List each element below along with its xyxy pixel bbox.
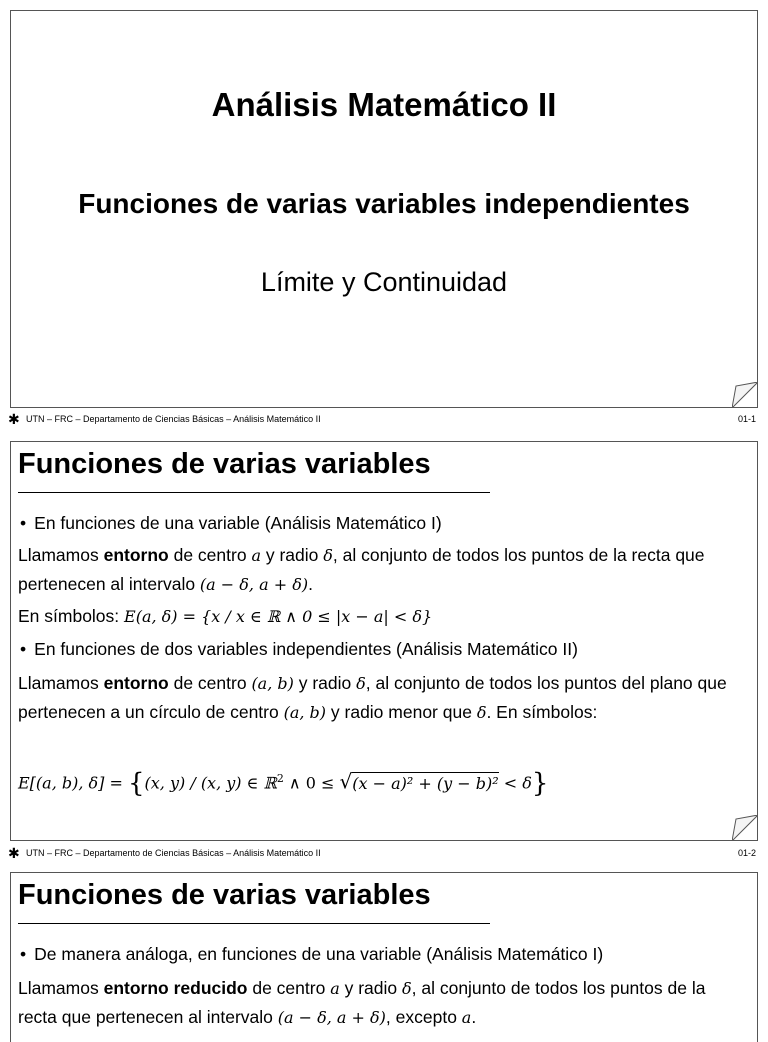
page-number: 01-2	[737, 848, 756, 858]
slide-neighborhood	[10, 441, 758, 841]
slide-title	[10, 10, 758, 408]
heading-underline	[18, 492, 490, 493]
footer-text: UTN – FRC – Departamento de Ciencias Básicas – Análisis Matemático II	[26, 848, 321, 858]
slide-heading: Funciones de varias variables	[18, 879, 431, 911]
definition-two-variables: Llamamos entorno de centro (a, b) y radio δ, al conjunto de todos los puntos del plano que pertenecen a un círculo de centro (a, b) y radio menor que δ. En símbolos:	[18, 673, 727, 722]
course-title: Análisis Matemático II	[211, 86, 557, 123]
slide-heading: Funciones de varias variables	[18, 448, 431, 480]
topic-title: Límite y Continuidad	[260, 267, 508, 297]
utn-star-icon: ✱	[8, 411, 20, 427]
utn-star-icon: ✱	[8, 845, 20, 861]
page-fold-icon	[732, 815, 758, 841]
page-number: 01-1	[737, 414, 756, 424]
page-fold-icon	[732, 382, 758, 408]
bullet-one-variable-analog: • De manera análoga, en funciones de una variable (Análisis Matemático I)	[18, 940, 747, 969]
neighborhood-formula: E[(a, b), δ] = {(x, y) / (x, y) ∈ ℝ$^2$ ∧ 0 ≤ √(x − a)² + (y − b)² < δ}	[18, 768, 549, 799]
slide-footer	[8, 846, 756, 860]
definition-one-variable: Llamamos entorno de centro a y radio δ, al conjunto de todos los puntos de la recta que pertenecen al intervalo (a − δ, a + δ).	[18, 545, 705, 594]
bullet-two-variables: • En funciones de dos variables independientes (Análisis Matemático II)	[18, 635, 747, 664]
heading-underline	[18, 923, 490, 924]
course-subtitle: Funciones de varias variables independientes	[78, 188, 690, 219]
slide-footer	[8, 412, 756, 426]
slide-reduced-neighborhood	[10, 872, 758, 1042]
definition-reduced-neighborhood: Llamamos entorno reducido de centro a y radio δ, al conjunto de todos los puntos de la recta que pertenecen al intervalo (a − δ, a + δ), excepto a.	[18, 978, 706, 1027]
bullet-one-variable: • En funciones de una variable (Análisis Matemático I)	[18, 509, 747, 538]
symbols-one-variable: En símbolos: E(a, δ) = {x / x ∈ ℝ ∧ 0 ≤ |x − a| < δ}	[18, 606, 433, 626]
footer-text: UTN – FRC – Departamento de Ciencias Básicas – Análisis Matemático II	[26, 414, 321, 424]
